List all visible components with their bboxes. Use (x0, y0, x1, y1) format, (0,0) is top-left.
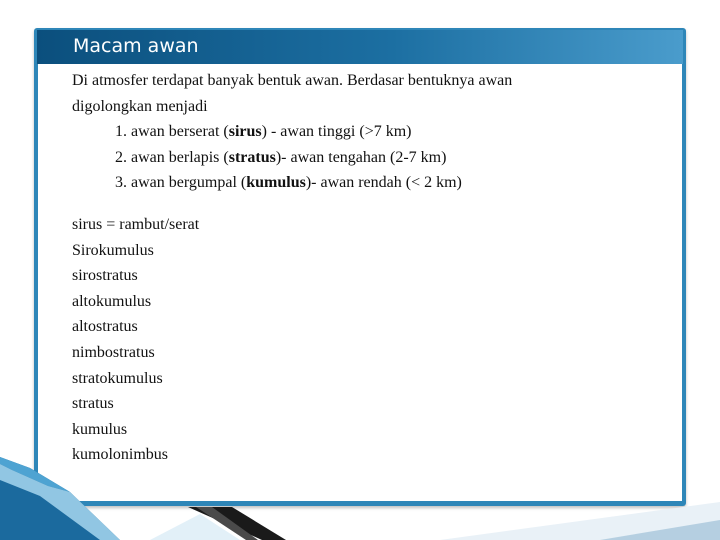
cloud-type-name: stratus (228, 148, 276, 166)
definition-line: kumolonimbus (72, 446, 169, 464)
content-box (38, 64, 682, 501)
definition-line: stratokumulus (72, 369, 163, 387)
definition-line: stratus (72, 395, 114, 413)
title-bar (37, 30, 683, 64)
intro-line: digolongkan menjadi (72, 97, 208, 115)
spacer (72, 196, 672, 212)
cloud-type-item: 1. awan berserat (sirus) - awan tinggi (>7 km) (115, 123, 412, 141)
slide-title: Macam awan (73, 35, 199, 57)
bottom-swoosh-decoration (0, 440, 720, 540)
intro-line: Di atmosfer terdapat banyak bentuk awan. Berdasar bentuknya awan (72, 72, 513, 89)
definition-line: altokumulus (72, 292, 152, 310)
cloud-type-item: 3. awan bergumpal (kumulus)- awan rendah (< 2 km) (115, 174, 462, 192)
cloud-type-item: 2. awan berlapis (stratus)- awan tengahan (2-7 km) (115, 148, 447, 166)
cloud-type-name: kumulus (246, 174, 306, 192)
definition-line: sirus = rambut/serat (72, 215, 200, 233)
definition-line: altostratus (72, 318, 138, 336)
body-text (72, 68, 672, 468)
definition-line: nimbostratus (72, 343, 155, 361)
definition-line: sirostratus (72, 267, 138, 285)
definition-line: Sirokumulus (72, 241, 154, 259)
cloud-type-name: sirus (228, 123, 262, 141)
definition-line: kumulus (72, 420, 128, 438)
